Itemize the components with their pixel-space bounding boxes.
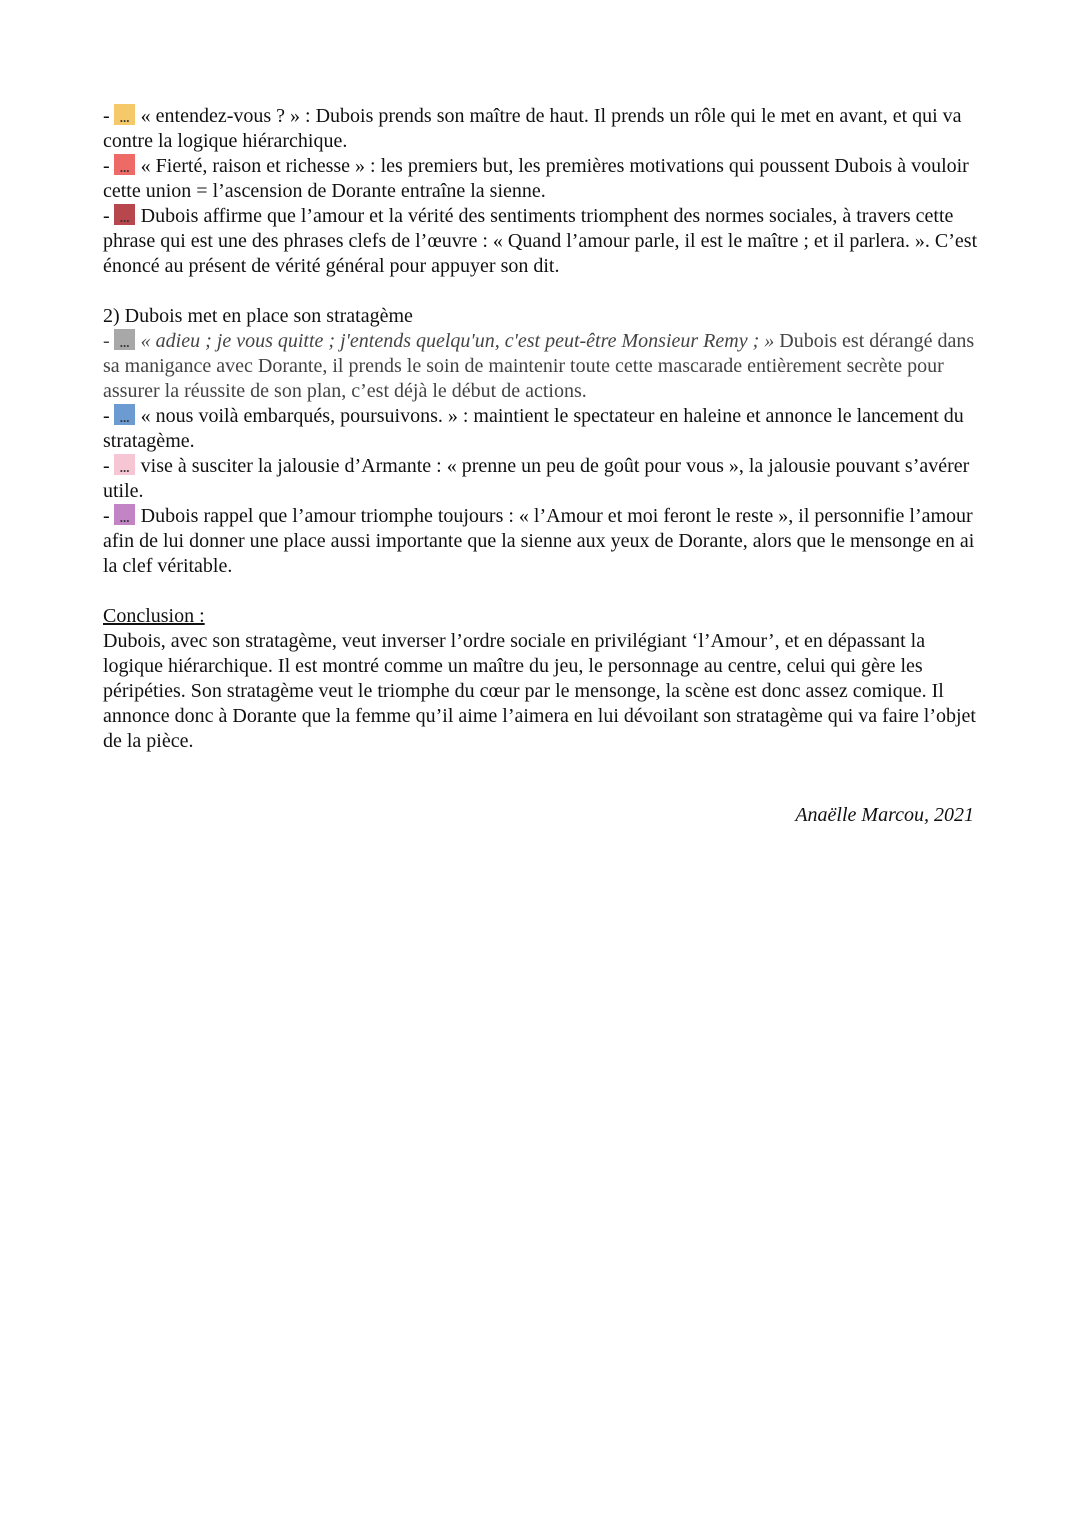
analysis-item-adieu [103,329,983,404]
color-marker-blue: ... [114,404,135,425]
analysis-item-embarques [103,404,983,454]
list-dash: - [103,455,110,477]
analysis-item-amour-verite [103,204,983,279]
list-dash: - [103,205,110,227]
item-text: « Fierté, raison et richesse » : les premiers but, les premières motivations qui poussent Dubois à vouloir cette union = l’ascension de Dorante entraîne la sienne. [103,155,969,202]
analysis-item-amour-triomphe [103,504,983,579]
section-heading: 2) Dubois met en place son stratagème [103,305,413,327]
list-dash: - [103,330,110,352]
author-signature: Anaëlle Marcou, 2021 [795,804,974,826]
color-marker-pink: ... [114,454,135,475]
color-marker-purple: ... [114,504,135,525]
item-text: « entendez-vous ? » : Dubois prends son maître de haut. Il prends un rôle qui le met en avant, et qui va contre la logique hiérarchique. [103,105,962,152]
list-dash: - [103,155,110,177]
spacer [103,279,983,304]
analysis-item-jalousie [103,454,983,504]
color-marker-red: ... [114,154,135,175]
item-text: « nous voilà embarqués, poursuivons. » : maintient le spectateur en haleine et annonce le lancement du stratagème. [103,405,964,452]
color-marker-dark-red: ... [114,204,135,225]
analysis-item-entendez-vous [103,104,983,154]
item-text: Dubois est dérangé dans sa manigance avec Dorante, il prends le soin de maintenir toute cette mascarade entièrement secrète pour assurer la réussite de son plan, c’est déjà le début de actions. [103,330,975,402]
list-dash: - [103,505,110,527]
color-marker-yellow: ... [114,104,135,125]
item-quote: « adieu ; je vous quitte ; j'entends quelqu'un, c'est peut-être Monsieur Remy ; » [140,330,775,352]
list-dash: - [103,405,110,427]
item-text: Dubois affirme que l’amour et la vérité des sentiments triomphent des normes sociales, à travers cette phrase qui est une des phrases clefs de l’œuvre : « Quand l’amour parle, il est le maître ; et il parlera. ». C’est énoncé au présent de vérité général pour appuyer son dit. [103,205,978,277]
list-dash: - [103,105,110,127]
conclusion-heading: Conclusion : [103,605,205,627]
analysis-item-fierte [103,154,983,204]
spacer [103,579,983,604]
conclusion-text: Dubois, avec son stratagème, veut inverser l’ordre sociale en privilégiant ‘l’Amour’, et en dépassant la logique hiérarchique. Il est montré comme un maître du jeu, le personnage au centre, celui qui gère les péripéties. Son stratagème veut le triomphe du cœur par le mensonge, la scène est donc assez comique. Il annonce donc à Dorante que la femme qu’il aime l’aimera en lui dévoilant son stratagème qui va faire l’objet de la pièce. [103,630,976,752]
document-page [103,104,983,754]
color-marker-grey: ... [114,329,135,350]
item-text: vise à susciter la jalousie d’Armante : « prenne un peu de goût pour vous », la jalousie pouvant s’avérer utile. [103,455,970,502]
item-text: Dubois rappel que l’amour triomphe toujours : « l’Amour et moi feront le reste », il personnifie l’amour afin de lui donner une place aussi importante que la sienne aux yeux de Dorante, alors que le mensonge en ai la clef véritable. [103,505,975,577]
